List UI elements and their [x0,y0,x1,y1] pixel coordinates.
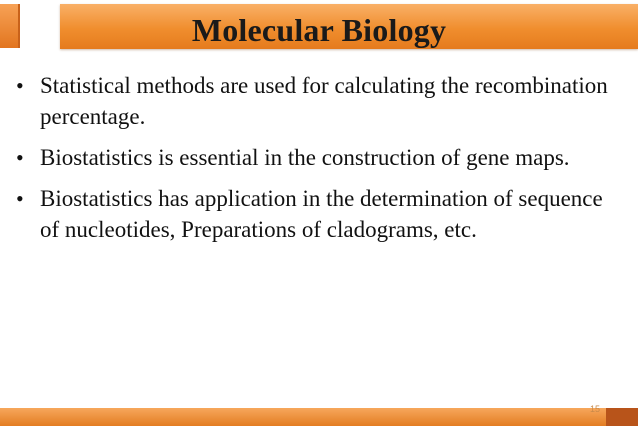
bullet-marker: • [16,186,24,211]
bullet-text: Biostatistics is essential in the construction of gene maps. [40,145,570,170]
bullet-marker: • [16,73,24,98]
bullet-text: Statistical methods are used for calculating the recombination percentage. [40,73,608,129]
bullet-item [14,70,624,132]
bottom-right-decoration [606,408,638,426]
bullet-text: Biostatistics has application in the determination of sequence of nucleotides, Preparations of cladograms, etc. [40,186,603,242]
bullet-item [14,142,624,173]
bottom-decoration-bar [0,408,638,426]
page-number: 15 [589,404,600,414]
bullet-marker: • [16,145,24,170]
slide-title: Molecular Biology [191,12,447,48]
bullet-list [14,70,624,255]
bullet-item [14,183,624,245]
